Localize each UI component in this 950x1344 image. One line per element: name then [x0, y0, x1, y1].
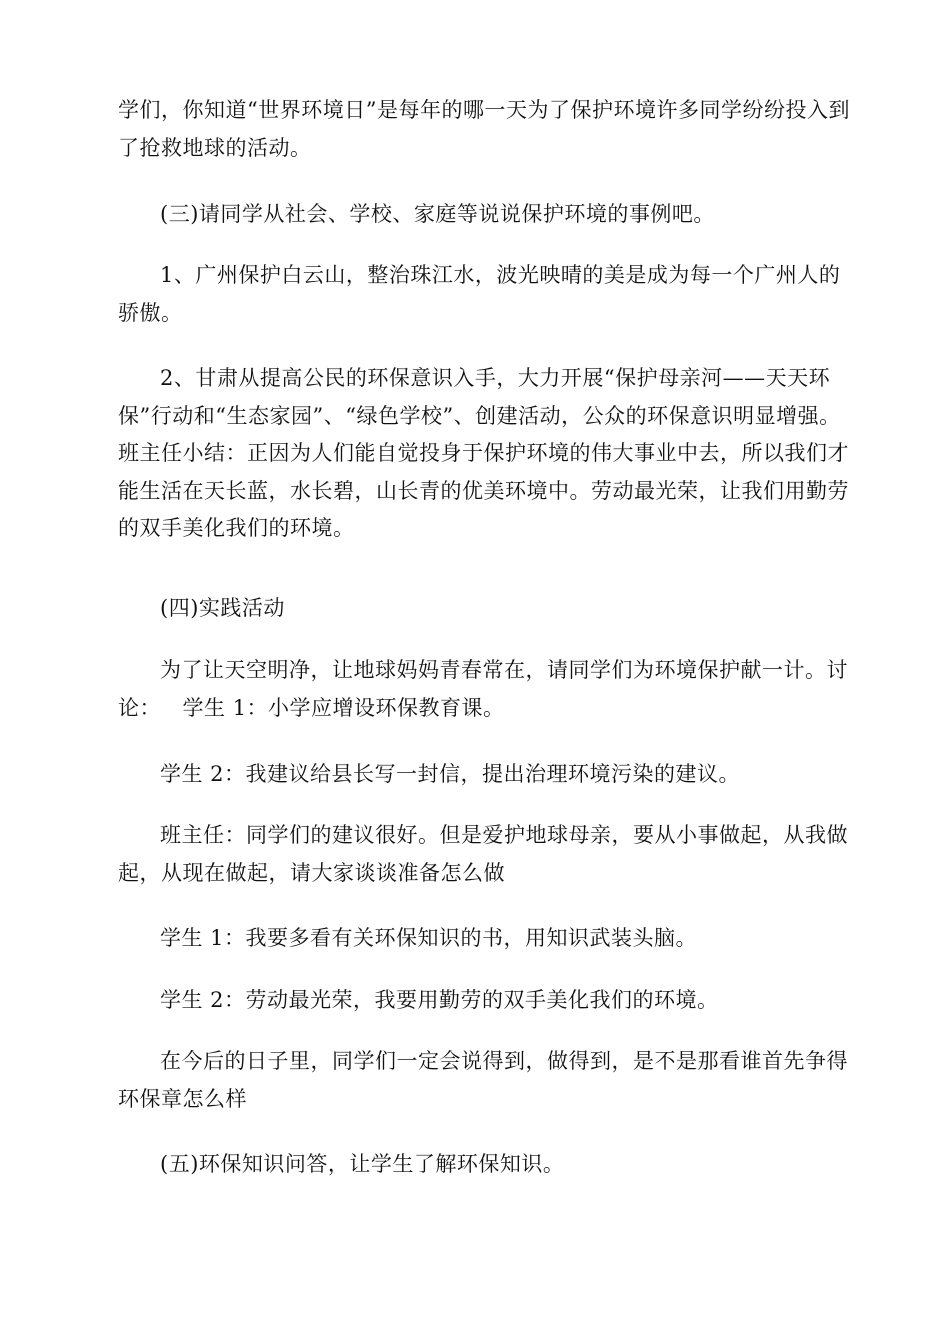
- paragraph-6: 为了让天空明净，让地球妈妈青春常在，请同学们为环境保护献一计。讨论： 学生 1：小学应增设环保教育课。: [118, 658, 848, 720]
- paragraph-9: 学生 1：我要多看有关环保知识的书，用知识武装头脑。: [160, 926, 698, 950]
- paragraph-1: 学们，你知道“世界环境日”是每年的哪一天为了保护环境许多同学纷纷投入到了抢救地球的活动。: [118, 98, 850, 160]
- paragraph-2: (三)请同学从社会、学校、家庭等说说保护环境的事例吧。: [160, 202, 715, 226]
- paragraph-3: 1、广州保护白云山，整治珠江水，波光映晴的美是成为每一个广州人的骄傲。: [118, 263, 841, 325]
- paragraph-4: 2、甘肃从提高公民的环保意识入手，大力开展“保护母亲河——天天环保”行动和“生态家园”、“绿色学校”、创建活动，公众的环保意识明显增强。班主任小结：正因为人们能自觉投身于保护环境的伟大事业中去，所以我们才能生活在天长蓝，水长碧，山长青的优美环境中。劳动最光荣，让我们用勤劳的双手美化我们的环境。: [118, 366, 849, 540]
- paragraph-12: (五)环保知识问答，让学生了解环保知识。: [160, 1152, 565, 1176]
- paragraph-11: 在今后的日子里，同学们一定会说得到，做得到，是不是那看谁首先争得环保章怎么样: [118, 1049, 848, 1111]
- paragraph-5: (四)实践活动: [160, 596, 285, 620]
- paragraph-10: 学生 2：劳动最光荣，我要用勤劳的双手美化我们的环境。: [160, 988, 719, 1012]
- paragraph-7: 学生 2：我建议给县长写一封信，提出治理环境污染的建议。: [160, 762, 741, 786]
- paragraph-8: 班主任：同学们的建议很好。但是爱护地球母亲，要从小事做起，从我做起，从现在做起，请大家谈谈准备怎么做: [118, 823, 848, 885]
